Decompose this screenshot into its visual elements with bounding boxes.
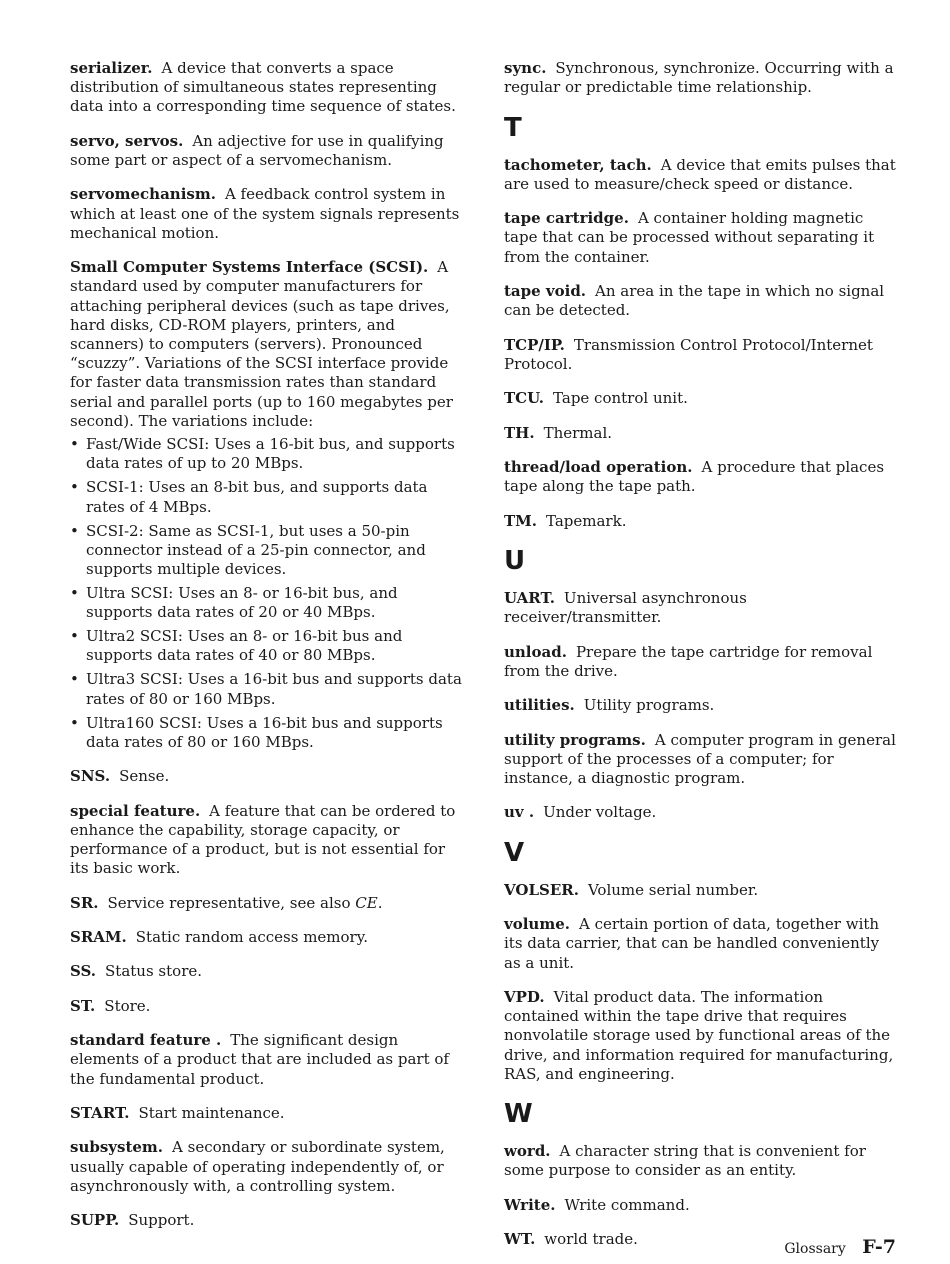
definition-text: Prepare the tape cartridge for removal from the drive. — [504, 642, 873, 680]
definition-text: A procedure that places tape along the tape path. — [504, 457, 885, 496]
scsi-variations-list — [70, 435, 464, 752]
definition-text: Status store. — [105, 962, 203, 981]
glossary-entry — [70, 1031, 464, 1089]
page-footer — [784, 1236, 896, 1258]
glossary-entry — [504, 731, 896, 789]
glossary-definition — [584, 696, 715, 714]
definition-text: Transmission Control Protocol/Internet Protocol. — [504, 335, 873, 373]
definition-text: Volume serial number. — [587, 880, 759, 899]
definition-text: A container holding magnetic tape that can be processed without separating it from the container. — [504, 209, 875, 266]
glossary-entry — [70, 185, 464, 243]
cross-reference: CE — [355, 893, 378, 912]
bullet-item: • Ultra160 SCSI: Uses a 16-bit bus and supports data rates of 80 or 160 MBps. — [70, 714, 464, 752]
bullet-item: • Ultra2 SCSI: Uses an 8- or 16-bit bus and supports data rates of 40 or 80 MBps. — [70, 627, 464, 665]
glossary-definition — [70, 258, 453, 430]
definition-text: An area in the tape in which no signal can be detected. — [504, 281, 885, 320]
glossary-term: Small Computer Systems Interface (SCSI). — [70, 258, 429, 277]
glossary-term: word. — [504, 1142, 551, 1161]
glossary-entry — [504, 1196, 896, 1215]
glossary-term: SR. — [70, 893, 99, 912]
definition-text: Static random access memory. — [135, 928, 368, 946]
glossary-term: thread/load operation. — [504, 457, 693, 476]
definition-text: Thermal. — [543, 423, 613, 442]
bullet-item: • SCSI-1: Uses an 8-bit bus, and supports data rates of 4 MBps. — [70, 478, 464, 516]
glossary-term: utilities. — [504, 696, 575, 715]
glossary-entry — [504, 59, 896, 97]
glossary-entry — [504, 282, 896, 320]
definition-text: Vital product data. The information contained within the tape drive that requires nonvolatile storage used by functional areas of the drive, and information required for manufacturing, RAS, and engineering. — [504, 987, 894, 1083]
left-column — [70, 59, 464, 1246]
definition-text: Synchronous, synchronize. Occurring with a regular or predictable time relationship. — [504, 59, 894, 97]
glossary-definition — [504, 1142, 866, 1179]
glossary-definition — [119, 767, 169, 785]
definition-text: A secondary or subordinate system, usually capable of operating independently of, or asynchronously with, a controlling system. — [70, 1138, 445, 1195]
glossary-term: SRAM. — [70, 928, 127, 946]
definition-text: Universal asynchronous receiver/transmitter. — [504, 588, 747, 627]
entries-group-u — [504, 589, 896, 823]
glossary-term: servo, servos. — [70, 131, 184, 150]
definition-text: Write command. — [564, 1195, 690, 1214]
definition-text: Tapemark. — [546, 511, 627, 530]
glossary-entry — [504, 696, 896, 715]
glossary-term: subsystem. — [70, 1138, 164, 1157]
glossary-term: SS. — [70, 962, 97, 981]
glossary-entry — [504, 389, 896, 408]
definition-text: A character string that is convenient for some purpose to consider as an entity. — [504, 1142, 866, 1180]
definition-text: Support. — [128, 1211, 195, 1230]
glossary-definition — [543, 803, 656, 821]
definition-tail: . — [377, 893, 383, 912]
definition-text: Utility programs. — [583, 696, 715, 715]
definition-text: Under voltage. — [543, 803, 657, 822]
glossary-term: Write. — [504, 1195, 556, 1214]
definition-text: Store. — [104, 996, 151, 1015]
right-column — [504, 59, 896, 1264]
glossary-term: WT. — [504, 1230, 536, 1249]
bullet-item: • Ultra SCSI: Uses an 8- or 16-bit bus, and supports data rates of 20 or 40 MBps. — [70, 584, 464, 622]
section-letter-t: T — [504, 112, 522, 143]
glossary-definition — [108, 894, 383, 912]
glossary-term: utility programs. — [504, 730, 646, 749]
glossary-definition — [128, 1211, 194, 1229]
definition-text: world trade. — [544, 1230, 638, 1249]
glossary-term: TM. — [504, 511, 537, 530]
glossary-entry — [70, 59, 464, 117]
glossary-entry — [70, 767, 464, 786]
entries-group-s — [504, 59, 896, 97]
glossary-term: special feature. — [70, 801, 201, 820]
glossary-definition — [104, 997, 150, 1015]
definition-text: Tape control unit. — [553, 389, 688, 408]
glossary-term: tape void. — [504, 281, 587, 300]
definition-text: A device that converts a space distribution of simultaneous states representing data into a corresponding time sequence of states. — [70, 59, 456, 116]
glossary-entry — [504, 156, 896, 194]
glossary-entry — [504, 209, 896, 267]
glossary-entry — [70, 132, 464, 170]
page-number: F-7 — [862, 1236, 896, 1258]
section-letter-u: U — [504, 545, 526, 576]
glossary-entry — [504, 988, 896, 1084]
glossary-term: SNS. — [70, 767, 111, 786]
glossary-definition — [504, 59, 894, 96]
glossary-definition — [504, 988, 893, 1083]
glossary-entry — [504, 803, 896, 822]
glossary-entry — [504, 589, 896, 627]
glossary-entry — [504, 1142, 896, 1180]
glossary-term: volume. — [504, 915, 570, 934]
glossary-entry — [70, 1138, 464, 1196]
glossary-term: SUPP. — [70, 1211, 120, 1230]
glossary-entry — [70, 894, 464, 913]
definition-text: A device that emits pulses that are used to measure/check speed or distance. — [504, 155, 896, 193]
entries-group-v — [504, 881, 896, 1084]
glossary-entry — [504, 512, 896, 531]
glossary-entry — [70, 258, 464, 431]
glossary-term: tape cartridge. — [504, 209, 629, 228]
section-letter-w: W — [504, 1099, 533, 1130]
entries-group-b — [70, 767, 464, 1230]
glossary-entry — [70, 802, 464, 879]
glossary-definition — [136, 928, 368, 946]
definition-text: Sense. — [119, 767, 170, 786]
glossary-term: standard feature . — [70, 1031, 222, 1050]
glossary-term: VPD. — [504, 987, 545, 1006]
bullet-item: • Ultra3 SCSI: Uses a 16-bit bus and supports data rates of 80 or 160 MBps. — [70, 670, 464, 708]
glossary-term: TCP/IP. — [504, 335, 565, 354]
bullet-item: • Fast/Wide SCSI: Uses a 16-bit bus, and supports data rates of up to 20 MBps. — [70, 435, 464, 473]
entries-group-w — [504, 1142, 896, 1249]
glossary-entry — [70, 962, 464, 981]
glossary-definition — [588, 881, 758, 899]
definition-text: Service representative, see also — [107, 893, 356, 912]
glossary-entry — [504, 881, 896, 900]
entries-group-t — [504, 156, 896, 531]
glossary-entry — [70, 997, 464, 1016]
definition-text: A standard used by computer manufacturers for attaching peripheral devices (such as tape drives, hard disks, CD-ROM players, printers, and scanners) to computers (servers). Pronounced “scuzzy”. Variations of the SCSI interface provide for faster data transmission rates than standard serial and parallel ports (up to 160 megabytes per second). The variations include: — [70, 258, 453, 430]
glossary-entry — [70, 928, 464, 947]
definition-text: A feature that can be ordered to enhance the capability, storage capacity, or performance of a product, but is not essential for its basic work. — [70, 801, 456, 878]
glossary-entry — [504, 336, 896, 374]
glossary-entry — [504, 643, 896, 681]
glossary-term: TCU. — [504, 389, 545, 408]
glossary-definition — [138, 1104, 284, 1122]
glossary-term: servomechanism. — [70, 185, 216, 204]
glossary-definition — [544, 1230, 638, 1248]
glossary-definition — [105, 962, 202, 980]
glossary-entry — [504, 915, 896, 973]
glossary-term: ST. — [70, 996, 96, 1015]
glossary-term: serializer. — [70, 59, 153, 77]
footer-section-label: Glossary — [784, 1241, 846, 1257]
glossary-term: uv . — [504, 803, 535, 822]
glossary-definition — [564, 1196, 689, 1214]
glossary-term: unload. — [504, 642, 567, 661]
glossary-entry — [70, 1104, 464, 1123]
glossary-term: UART. — [504, 588, 555, 607]
glossary-term: sync. — [504, 59, 547, 77]
section-letter-v: V — [504, 837, 525, 868]
definition-text: The significant design elements of a product that are included as part of the fundamental product. — [70, 1031, 449, 1088]
definition-text: A certain portion of data, together with its data carrier, that can be handled conveniently as a unit. — [504, 915, 880, 972]
glossary-definition — [553, 389, 688, 407]
glossary-definition — [544, 424, 612, 442]
glossary-term: TH. — [504, 423, 535, 442]
glossary-term: tachometer, tach. — [504, 155, 652, 174]
glossary-entry — [70, 1211, 464, 1230]
definition-text: An adjective for use in qualifying some part or aspect of a servomechanism. — [70, 131, 444, 169]
entries-group-a — [70, 59, 464, 431]
glossary-term: START. — [70, 1103, 130, 1122]
glossary-term: VOLSER. — [504, 880, 579, 899]
glossary-definition — [546, 512, 626, 530]
glossary-entry — [504, 458, 896, 496]
glossary-entry — [504, 424, 896, 443]
bullet-item: • SCSI-2: Same as SCSI-1, but uses a 50-pin connector instead of a 25-pin connector, and supports multiple devices. — [70, 522, 464, 580]
definition-text: A feedback control system in which at least one of the system signals represents mechanical motion. — [70, 185, 460, 242]
definition-text: A computer program in general support of the processes of a computer; for instance, a diagnostic program. — [504, 730, 896, 787]
definition-text: Start maintenance. — [138, 1103, 285, 1122]
